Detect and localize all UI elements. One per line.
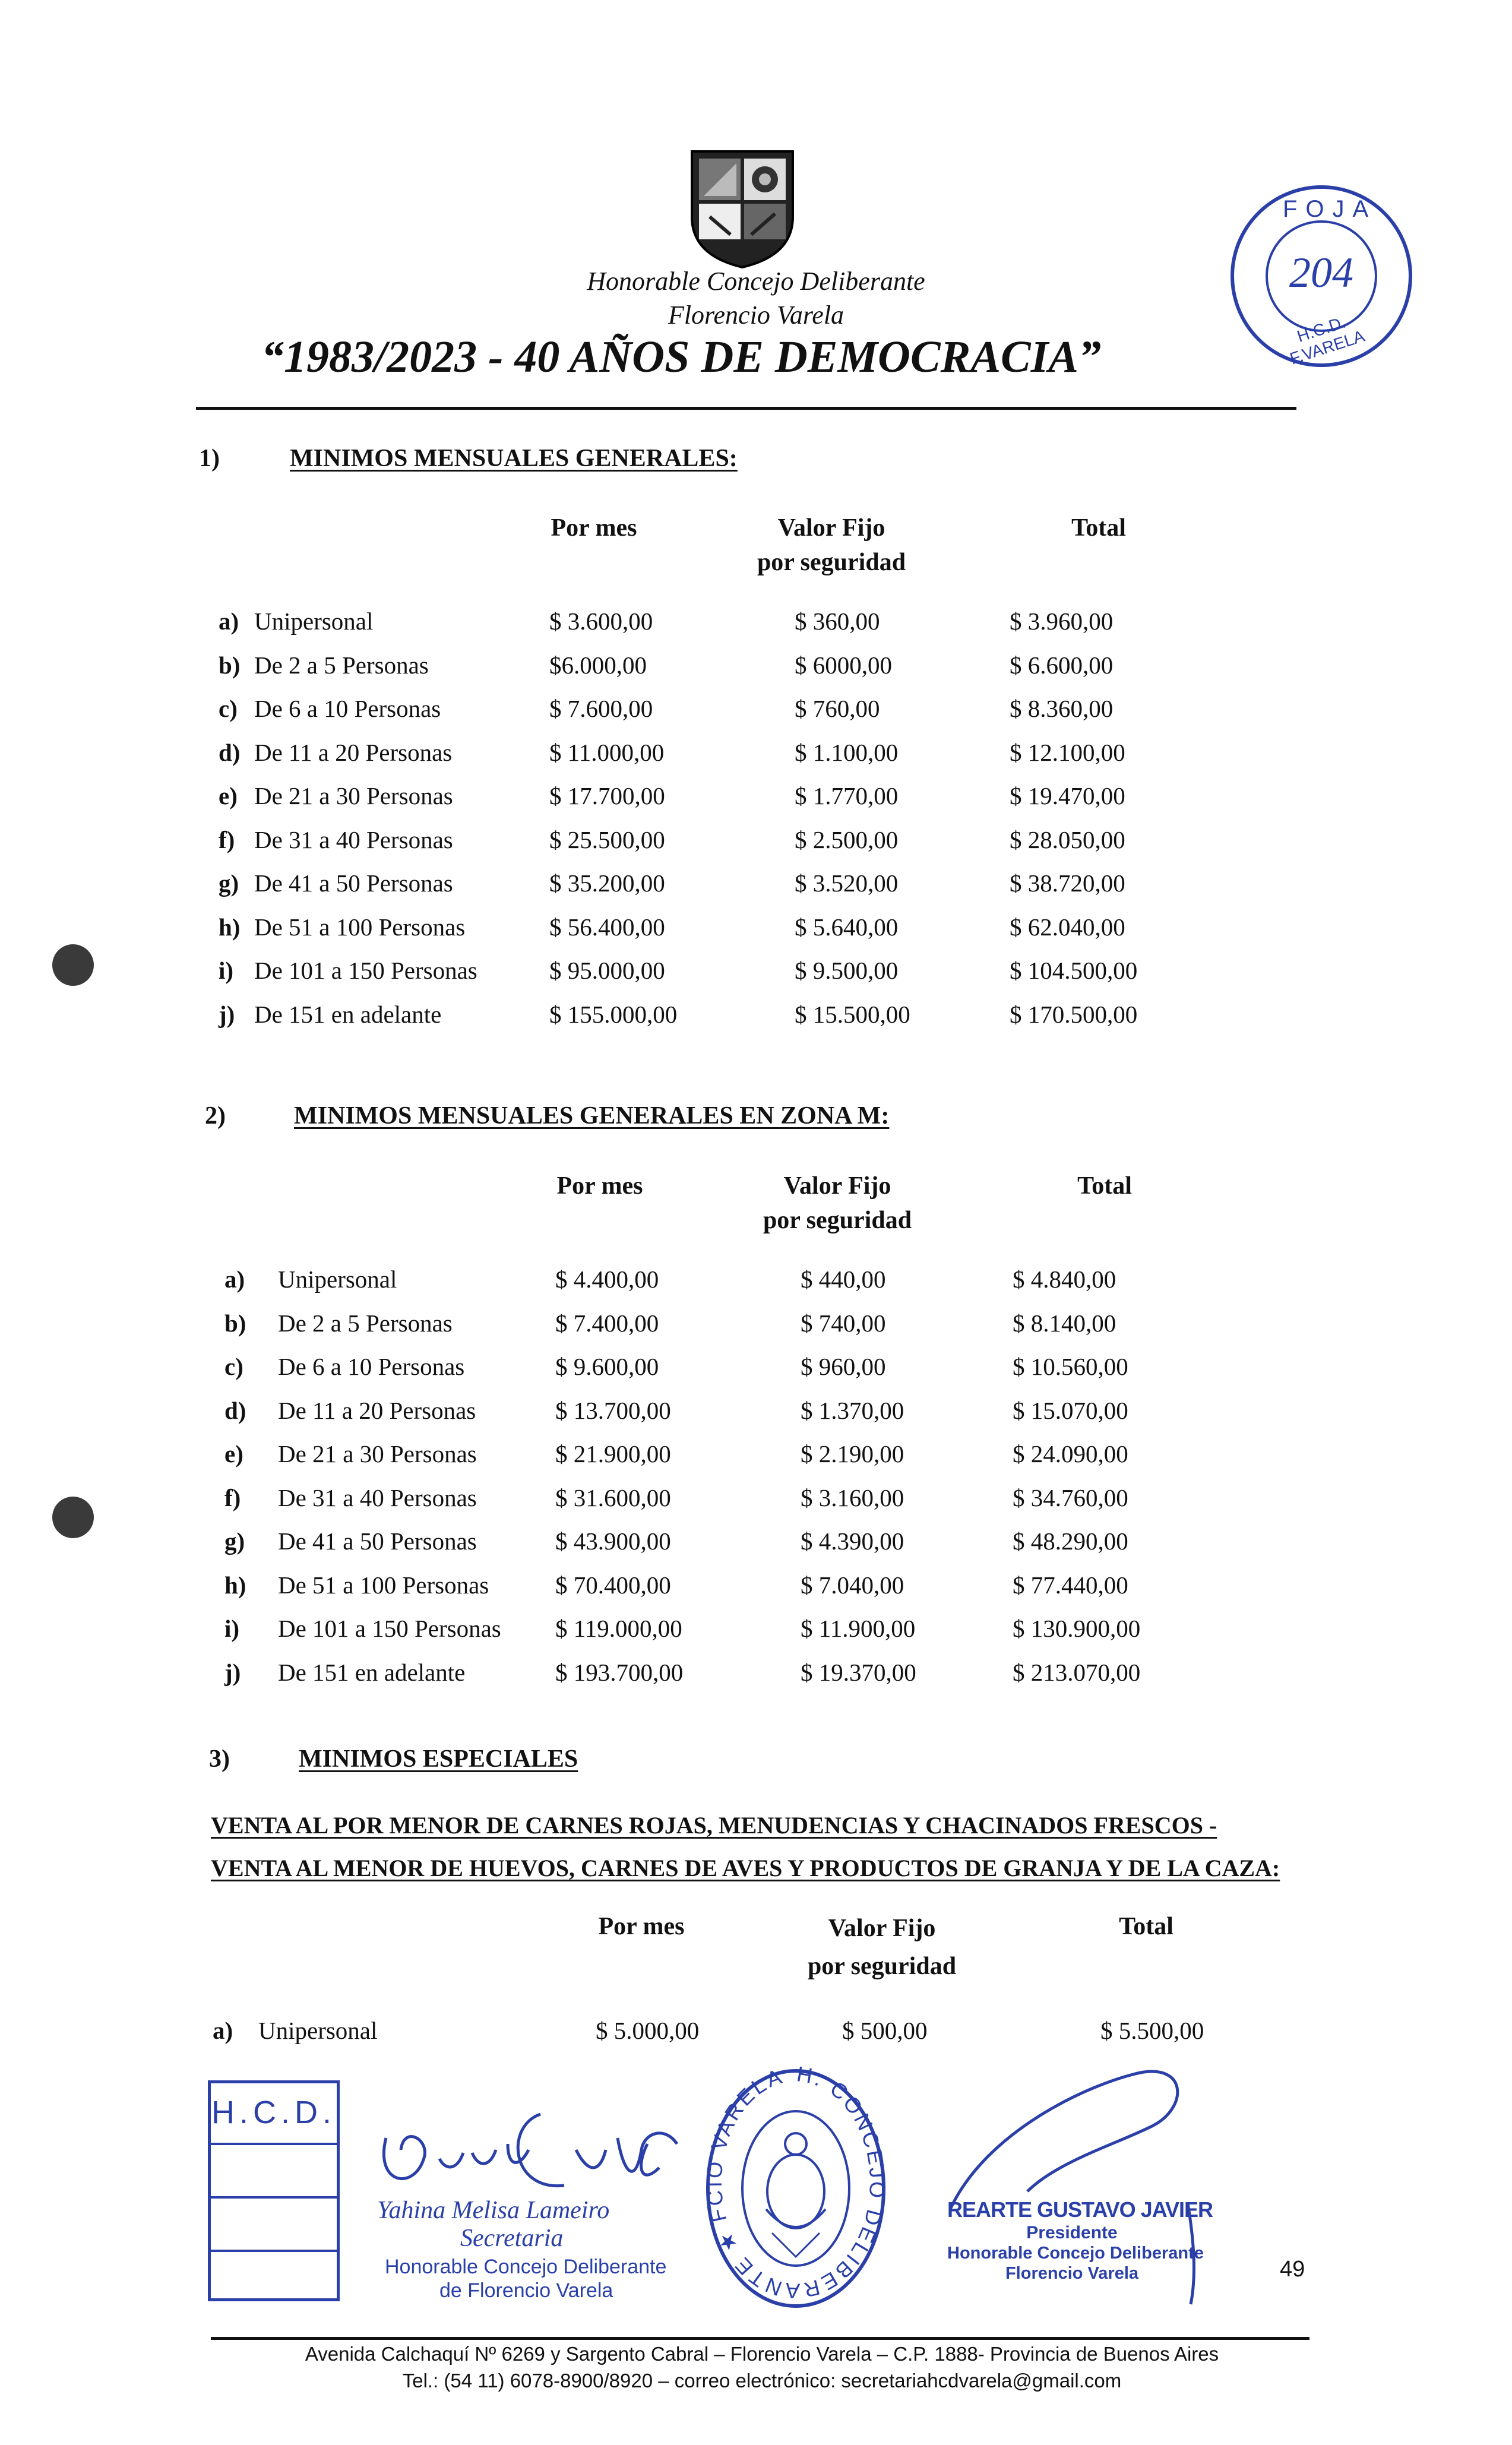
s2-col-fixed: Valor Fijo por seguridad bbox=[763, 1172, 912, 1234]
foja-number: 204 bbox=[1289, 249, 1353, 296]
row-per-month: $ 193.700,00 bbox=[555, 1658, 684, 1686]
section1-number: 1) bbox=[199, 445, 220, 472]
row-total: $ 10.560,00 bbox=[1013, 1353, 1128, 1380]
s3-col-fixed: Valor Fijo por seguridad bbox=[807, 1915, 957, 1980]
row-letter: b) bbox=[219, 651, 241, 679]
secretary-org-line2: de Florencio Varela bbox=[439, 2279, 613, 2302]
row-label: De 6 a 10 Personas bbox=[254, 695, 441, 722]
s2-col-per-month: Por mes bbox=[556, 1172, 643, 1200]
row-letter: h) bbox=[219, 913, 241, 941]
institution-name: Honorable Concejo Deliberante bbox=[587, 267, 925, 296]
row-letter: i) bbox=[219, 957, 234, 984]
row-fixed: $ 960,00 bbox=[801, 1353, 886, 1380]
row-label: De 6 a 10 Personas bbox=[278, 1353, 465, 1380]
row-label: Unipersonal bbox=[258, 2017, 378, 2044]
row-total: $ 38.720,00 bbox=[1010, 869, 1125, 897]
section3-subtitle-line2: VENTA AL MENOR DE HUEVOS, CARNES DE AVES Y PRODUCTOS DE GRANJA Y DE LA CAZA: bbox=[211, 1855, 1280, 1881]
row-label: De 101 a 150 Personas bbox=[278, 1615, 501, 1642]
row-label: De 101 a 150 Personas bbox=[254, 957, 477, 984]
row-per-month: $ 155.000,00 bbox=[549, 1000, 678, 1028]
row-label: Unipersonal bbox=[254, 608, 374, 635]
row-total: $ 77.440,00 bbox=[1013, 1571, 1128, 1599]
row-total: $ 104.500,00 bbox=[1010, 957, 1138, 984]
row-label: De 11 a 20 Personas bbox=[278, 1396, 476, 1424]
row-total: $ 34.760,00 bbox=[1013, 1484, 1128, 1511]
section3-subtitle-line1: VENTA AL POR MENOR DE CARNES ROJAS, MENUDENCIAS Y CHACINADOS FRESCOS - bbox=[211, 1812, 1217, 1839]
row-label: De 11 a 20 Personas bbox=[254, 738, 453, 766]
row-fixed: $ 15.500,00 bbox=[795, 1000, 910, 1028]
row-per-month: $ 56.400,00 bbox=[549, 913, 665, 941]
row-label: De 2 a 5 Personas bbox=[254, 651, 429, 679]
row-fixed: $ 11.900,00 bbox=[801, 1615, 916, 1642]
row-label: De 41 a 50 Personas bbox=[254, 869, 453, 897]
row-fixed: $ 1.370,00 bbox=[801, 1396, 904, 1424]
row-per-month: $ 3.600,00 bbox=[549, 608, 653, 635]
row-fixed: $ 3.160,00 bbox=[801, 1484, 904, 1511]
row-label: De 31 a 40 Personas bbox=[278, 1484, 477, 1511]
row-letter: j) bbox=[224, 1658, 241, 1686]
row-letter: g) bbox=[219, 869, 239, 897]
row-per-month: $ 119.000,00 bbox=[555, 1615, 682, 1642]
s1-col-total: Total bbox=[1071, 514, 1126, 542]
row-fixed: $ 5.640,00 bbox=[795, 913, 899, 941]
row-total: $ 48.290,00 bbox=[1013, 1527, 1128, 1555]
footer-rule bbox=[211, 2337, 1309, 2340]
row-per-month: $ 4.400,00 bbox=[555, 1266, 659, 1293]
row-per-month: $ 31.600,00 bbox=[555, 1484, 671, 1511]
s1-col-fixed: Valor Fijo por seguridad bbox=[757, 514, 906, 576]
city-name: Florencio Varela bbox=[668, 301, 844, 330]
row-letter: g) bbox=[224, 1527, 245, 1555]
row-per-month: $ 13.700,00 bbox=[555, 1396, 671, 1424]
president-name: REARTE GUSTAVO JAVIER bbox=[947, 2197, 1213, 2222]
footer-contact: Tel.: (54 11) 6078-8900/8920 – correo electrónico: secretariahcdvarela@gmail.com bbox=[402, 2370, 1122, 2392]
row-fixed: $ 1.100,00 bbox=[795, 738, 899, 766]
row-fixed: $ 9.500,00 bbox=[795, 957, 899, 984]
row-label: De 151 en adelante bbox=[278, 1658, 466, 1686]
header-rule bbox=[196, 407, 1296, 410]
row-total: $ 28.050,00 bbox=[1010, 825, 1125, 853]
row-total: $ 8.140,00 bbox=[1013, 1309, 1116, 1337]
row-label: De 2 a 5 Personas bbox=[278, 1309, 453, 1337]
row-letter: c) bbox=[224, 1353, 243, 1380]
svg-text:H. CONCEJO DELIBERANTE ★ FCIO: H. CONCEJO DELIBERANTE ★ FCIO VARELA bbox=[704, 2067, 888, 2304]
row-per-month: $ 35.200,00 bbox=[549, 869, 665, 897]
row-fixed: $ 440,00 bbox=[801, 1266, 886, 1293]
secretary-name: Yahina Melisa Lameiro bbox=[377, 2197, 610, 2224]
secretary-signature-scribble bbox=[368, 2102, 701, 2203]
s1-col-per-month: Por mes bbox=[551, 514, 637, 542]
row-fixed: $ 7.040,00 bbox=[801, 1571, 904, 1599]
row-fixed: $ 2.190,00 bbox=[801, 1440, 904, 1467]
foja-bottom-text: H.C.D. F.VARELA bbox=[1288, 312, 1367, 368]
row-label: De 51 a 100 Personas bbox=[278, 1571, 489, 1599]
row-per-month: $ 7.600,00 bbox=[549, 695, 653, 722]
row-label: De 41 a 50 Personas bbox=[278, 1527, 477, 1555]
section2-title: MINIMOS MENSUALES GENERALES EN ZONA M: bbox=[294, 1102, 890, 1130]
row-total: $ 15.070,00 bbox=[1013, 1396, 1128, 1424]
row-letter: c) bbox=[219, 695, 238, 722]
row-total: $ 213.070,00 bbox=[1013, 1658, 1141, 1686]
section1-title: MINIMOS MENSUALES GENERALES: bbox=[290, 445, 738, 472]
row-per-month: $ 7.400,00 bbox=[555, 1309, 659, 1337]
row-fixed: $ 4.390,00 bbox=[801, 1527, 904, 1555]
s3-col-per-month: Por mes bbox=[598, 1913, 685, 1940]
row-per-month: $ 5.000,00 bbox=[596, 2017, 700, 2044]
row-label: De 31 a 40 Personas bbox=[254, 825, 453, 853]
row-total: $ 170.500,00 bbox=[1010, 1000, 1138, 1028]
row-per-month: $ 11.000,00 bbox=[549, 738, 665, 766]
foja-top-text: FOJA bbox=[1283, 196, 1377, 222]
page-number: 49 bbox=[1280, 2257, 1305, 2282]
row-total: $ 8.360,00 bbox=[1010, 695, 1114, 722]
row-total: $ 19.470,00 bbox=[1010, 782, 1125, 809]
row-fixed: $ 1.770,00 bbox=[795, 782, 899, 809]
row-letter: a) bbox=[224, 1266, 245, 1293]
row-fixed: $ 6000,00 bbox=[795, 651, 892, 679]
section2-number: 2) bbox=[205, 1102, 226, 1130]
row-fixed: $ 760,00 bbox=[795, 695, 880, 722]
row-total: $ 3.960,00 bbox=[1010, 608, 1114, 635]
footer-address: Avenida Calchaquí Nº 6269 y Sargento Cabral – Florencio Varela – C.P. 1888- Provincia de Buenos Aires bbox=[305, 2343, 1219, 2365]
row-label: De 51 a 100 Personas bbox=[254, 913, 466, 941]
row-per-month: $6.000,00 bbox=[549, 651, 647, 679]
row-total: $ 130.900,00 bbox=[1013, 1615, 1141, 1642]
row-per-month: $ 25.500,00 bbox=[549, 825, 665, 853]
row-fixed: $ 19.370,00 bbox=[801, 1658, 916, 1686]
row-total: $ 6.600,00 bbox=[1010, 651, 1114, 679]
row-total: $ 4.840,00 bbox=[1013, 1266, 1116, 1293]
row-letter: h) bbox=[224, 1571, 246, 1599]
row-per-month: $ 17.700,00 bbox=[549, 782, 665, 809]
row-label: De 151 en adelante bbox=[254, 1000, 442, 1028]
row-total: $ 24.090,00 bbox=[1013, 1440, 1128, 1467]
municipal-emblem bbox=[686, 146, 799, 270]
row-fixed: $ 2.500,00 bbox=[795, 825, 899, 853]
secretary-role: Secretaria bbox=[460, 2225, 564, 2252]
president-org-line2: Florencio Varela bbox=[1005, 2264, 1139, 2283]
row-letter: f) bbox=[219, 825, 235, 853]
row-letter: i) bbox=[224, 1615, 240, 1642]
punch-hole-bottom bbox=[52, 1497, 94, 1538]
row-per-month: $ 9.600,00 bbox=[555, 1353, 659, 1380]
row-letter: e) bbox=[219, 782, 238, 809]
row-per-month: $ 43.900,00 bbox=[555, 1527, 671, 1555]
row-total: $ 12.100,00 bbox=[1010, 738, 1125, 766]
president-org-line1: Honorable Concejo Deliberante bbox=[947, 2244, 1204, 2263]
row-label: De 21 a 30 Personas bbox=[254, 782, 453, 809]
slogan: “1983/2023 - 40 AÑOS DE DEMOCRACIA” bbox=[261, 332, 1101, 382]
official-seal bbox=[704, 2067, 888, 2310]
punch-hole-top bbox=[52, 944, 94, 986]
row-letter: f) bbox=[224, 1484, 241, 1511]
hcd-box: H.C.D. bbox=[208, 2080, 340, 2301]
section3-title: MINIMOS ESPECIALES bbox=[299, 1745, 578, 1773]
section3-number: 3) bbox=[209, 1745, 230, 1773]
secretary-org-line1: Honorable Concejo Deliberante bbox=[385, 2256, 667, 2278]
row-fixed: $ 3.520,00 bbox=[795, 869, 899, 897]
row-fixed: $ 740,00 bbox=[801, 1309, 886, 1337]
row-fixed: $ 360,00 bbox=[795, 608, 880, 635]
row-per-month: $ 70.400,00 bbox=[555, 1571, 671, 1599]
row-letter: a) bbox=[219, 608, 239, 635]
row-total: $ 5.500,00 bbox=[1100, 2017, 1204, 2044]
row-fixed: $ 500,00 bbox=[842, 2017, 928, 2044]
s2-col-total: Total bbox=[1077, 1172, 1132, 1200]
row-per-month: $ 21.900,00 bbox=[555, 1440, 671, 1467]
row-label: Unipersonal bbox=[278, 1266, 397, 1293]
row-letter: d) bbox=[219, 738, 241, 766]
row-letter: j) bbox=[219, 1000, 235, 1028]
row-total: $ 62.040,00 bbox=[1010, 913, 1125, 941]
row-per-month: $ 95.000,00 bbox=[549, 957, 665, 984]
row-letter: a) bbox=[213, 2017, 233, 2044]
foja-stamp bbox=[1223, 178, 1425, 368]
row-label: De 21 a 30 Personas bbox=[278, 1440, 477, 1467]
s3-col-total: Total bbox=[1119, 1913, 1173, 1940]
president-role: Presidente bbox=[1026, 2223, 1118, 2242]
row-letter: d) bbox=[224, 1396, 246, 1424]
row-letter: e) bbox=[224, 1440, 243, 1467]
row-letter: b) bbox=[224, 1309, 246, 1337]
